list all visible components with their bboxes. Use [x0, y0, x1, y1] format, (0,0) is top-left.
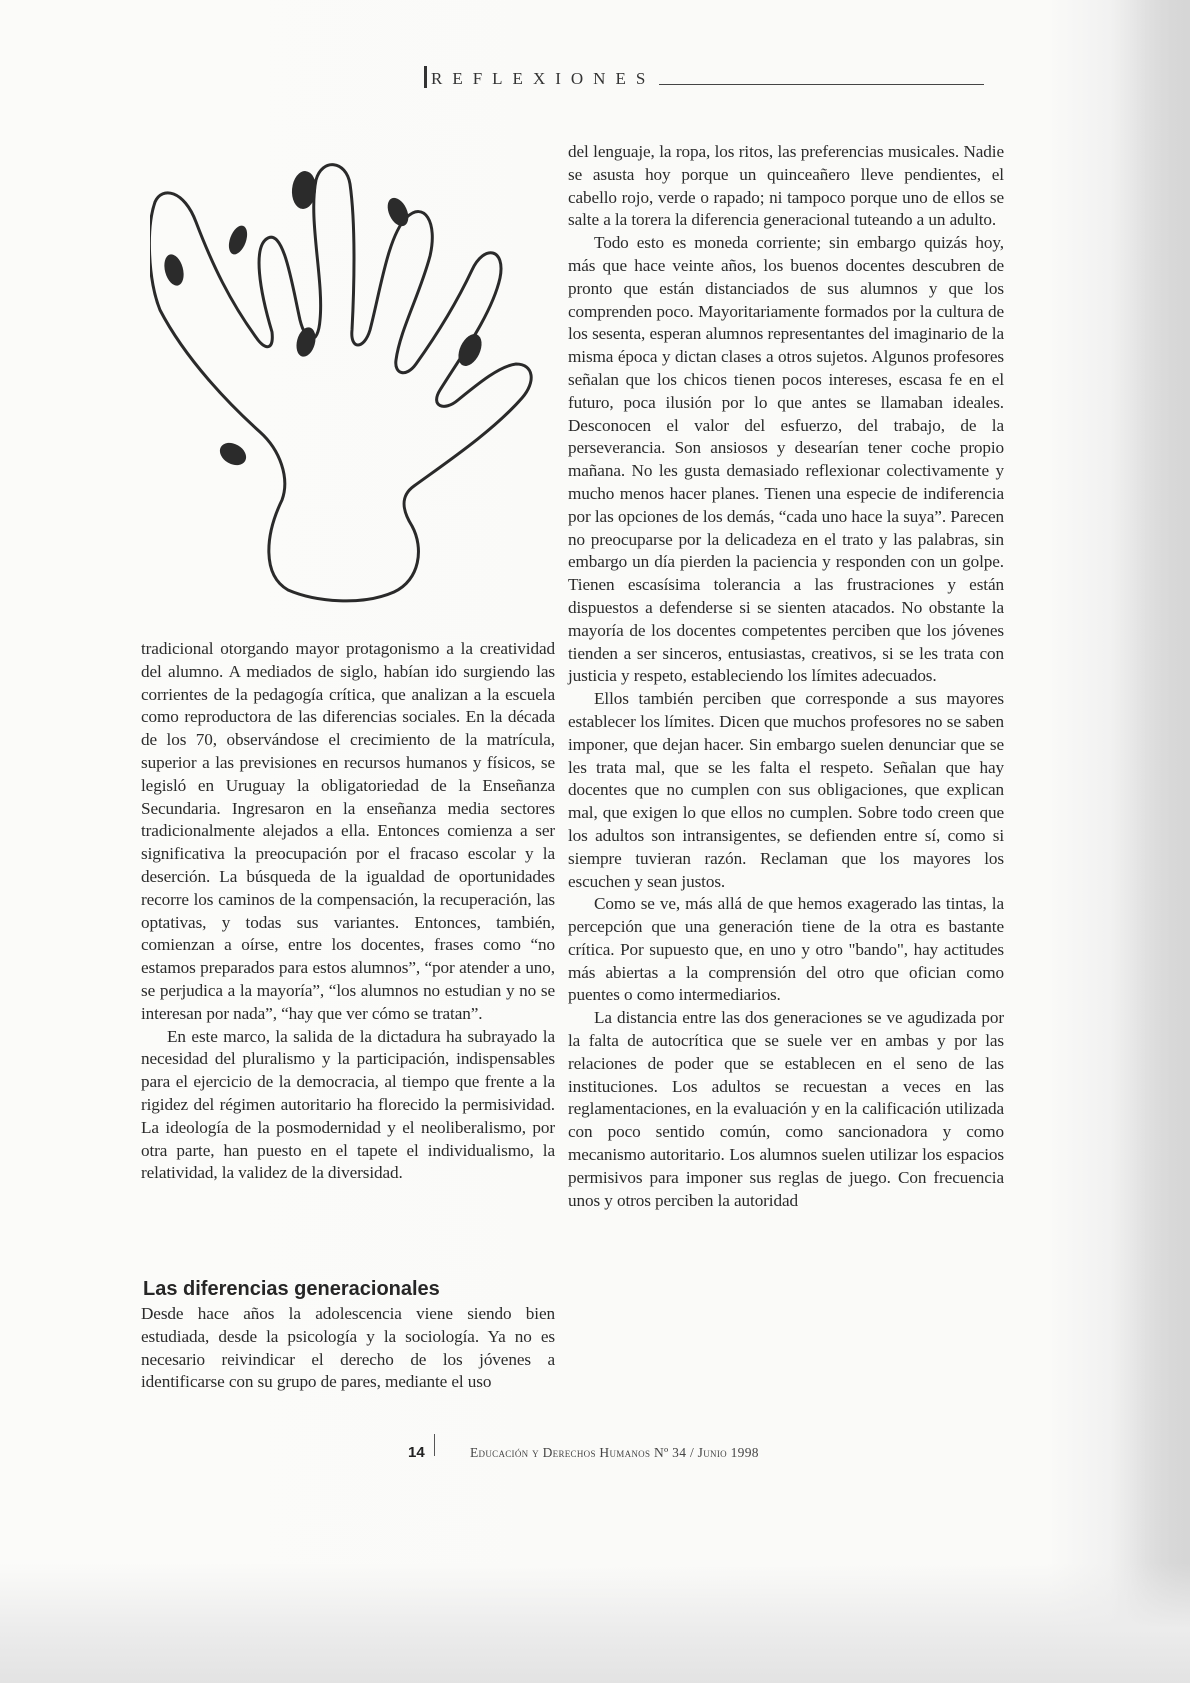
right-paragraph-5: La distancia entre las dos generaciones se ve agudizada por la falta de autocrítica que se suele ver en ambas y por las relaciones de poder que se establecen en el seno de las instituciones. Los adultos se recuestan a veces en las reglamentaciones, en la evaluación y en la calificación utilizada con poco sentido común, como sancionadora y como mecanismo autoritario. Los alumnos suelen utilizar los espacios permisivos para imponer sus reglas de juego. Con frecuencia unos y otros perciben la autoridad — [568, 1008, 1004, 1210]
left-paragraph-1: tradicional otorgando mayor protagonismo a la creatividad del alumno. A mediados de siglo, habían ido surgiendo las corrientes de la pedagogía crítica, que analizan a la escuela como reproductora de las diferencias sociales. En la década de los 70, observándose el crecimiento de la matrícula, superior a las previsiones en recursos humanos y físicos, se legisló en Uruguay la obligatoriedad de la Enseñanza Secundaria. Ingresaron en la enseñanza media sectores tradicionalmente alejados a ella. Entonces comienza a ser significativa la preocupación por el fracaso escolar y la deserción. La búsqueda de la igualdad de oportunidades recorre los caminos de la compensación, la recuperación, las optativas, y todas sus variantes. Entonces, también, comienzan a oírse, entre los docentes, frases como “no estamos preparados para estos alumnos”, “por atender a uno, se perjudica a la mayoría”, “los alumnos no estudian y no se interesan por nada”, “hay que ver cómo se tratan”. — [141, 639, 555, 1023]
section-title: REFLEXIONES — [431, 69, 656, 88]
subheading-generational-differences: Las diferencias generacionales — [143, 1278, 440, 1300]
page-edge-shadow — [1110, 0, 1190, 1683]
left-column-continued — [141, 1303, 555, 1394]
right-paragraph-4: Como se ve, más allá de que hemos exagerado las tintas, la percepción que una generación tiene de la otra es bastante crítica. Por supuesto que, en uno y otro "bando", hay actitudes más abiertas a la comprensión del otro que ofician como puentes o como intermediarios. — [568, 894, 1004, 1005]
right-column — [568, 141, 1004, 1212]
header-bar — [424, 66, 427, 88]
right-paragraph-1: del lenguaje, la ropa, los ritos, las preferencias musicales. Nadie se asusta hoy porque un quinceañero lleve pendientes, el cabello rojo, verde o rapado; ni tampoco porque uno de ellos se salte a la torera la diferencia generacional tuteando a un adulto. — [568, 142, 1004, 230]
header-rule — [659, 84, 984, 85]
page-bottom-shadow — [0, 1563, 1190, 1683]
page-number: 14 — [408, 1444, 425, 1461]
page-footer — [408, 1440, 928, 1470]
right-paragraph-3: Ellos también perciben que corresponde a sus mayores establecer los límites. Dicen que muchos profesores no se saben imponer, que dejan hacer. Sin embargo suelen denunciar que se les trata mal, que se les falta el respeto. Señalan que hay docentes que no cumplen con sus obligaciones, que explican mal, que exigen lo que ellos no cumplen. Sobre todo creen que los adultos son intransigentes, se defienden entre sí, como si siempre tuvieran razón. Reclaman que los mayores los escuchen y sean justos. — [568, 689, 1004, 891]
footer-divider — [434, 1434, 435, 1456]
left-paragraph-2: En este marco, la salida de la dictadura ha subrayado la necesidad del pluralismo y la participación, indispensables para el ejercicio de la democracia, al tiempo que frente a la rigidez del régimen autoritario ha florecido la permisividad. La ideología de la posmodernidad y el neoliberalismo, por otra parte, han puesto en el tapete el individualismo, la relatividad, la validez de la diversidad. — [141, 1026, 555, 1183]
left-paragraph-3: Desde hace años la adolescencia viene siendo bien estudiada, desde la psicología y la sociología. Ya no es necesario reivindicar el derecho de los jóvenes a identificarse con su grupo de pares, mediante el uso — [141, 1304, 555, 1392]
running-header — [424, 64, 984, 88]
hand-with-leaves-drawing-icon — [150, 160, 550, 610]
left-column — [141, 638, 555, 1185]
right-paragraph-2: Todo esto es moneda corriente; sin embargo quizás hoy, más que hace veinte años, los buenos docentes descubren de pronto que están distanciados de sus alumnos y que los comprenden poco. Mayoritariamente formados por la cultura de los sesenta, esperan alumnos representantes del imaginario de la misma época y dictan clases a otros sujetos. Algunos profesores señalan que los chicos tienen pocos intereses, escasa fe en el futuro, poca ilusión por lo que antes se llamaban ideales. Desconocen el valor del esfuerzo, del trabajo, de la perseverancia. Son ansiosos y desearían tener coche propio mañana. No les gusta demasiado reflexionar colectivamente y mucho menos hacer planes. Tienen una especie de indiferencia por las opciones de los demás, “cada uno hace la suya”. Parecen no preocuparse por la delicadeza en el trato y las palabras, sin embargo un día pierden la paciencia y responden con un golpe. Tienen escasísima tolerancia a las frustraciones y están dispuestos a defenderse si se sienten atacados. No obstante la mayoría de los docentes competentes perciben que los jóvenes tienden a ser sinceros, entusiastas, creativos, si se les trata con justicia y respeto, estableciendo los límites adecuados. — [568, 233, 1004, 686]
journal-citation: Educación y Derechos Humanos Nº 34 / Junio 1998 — [470, 1445, 759, 1460]
